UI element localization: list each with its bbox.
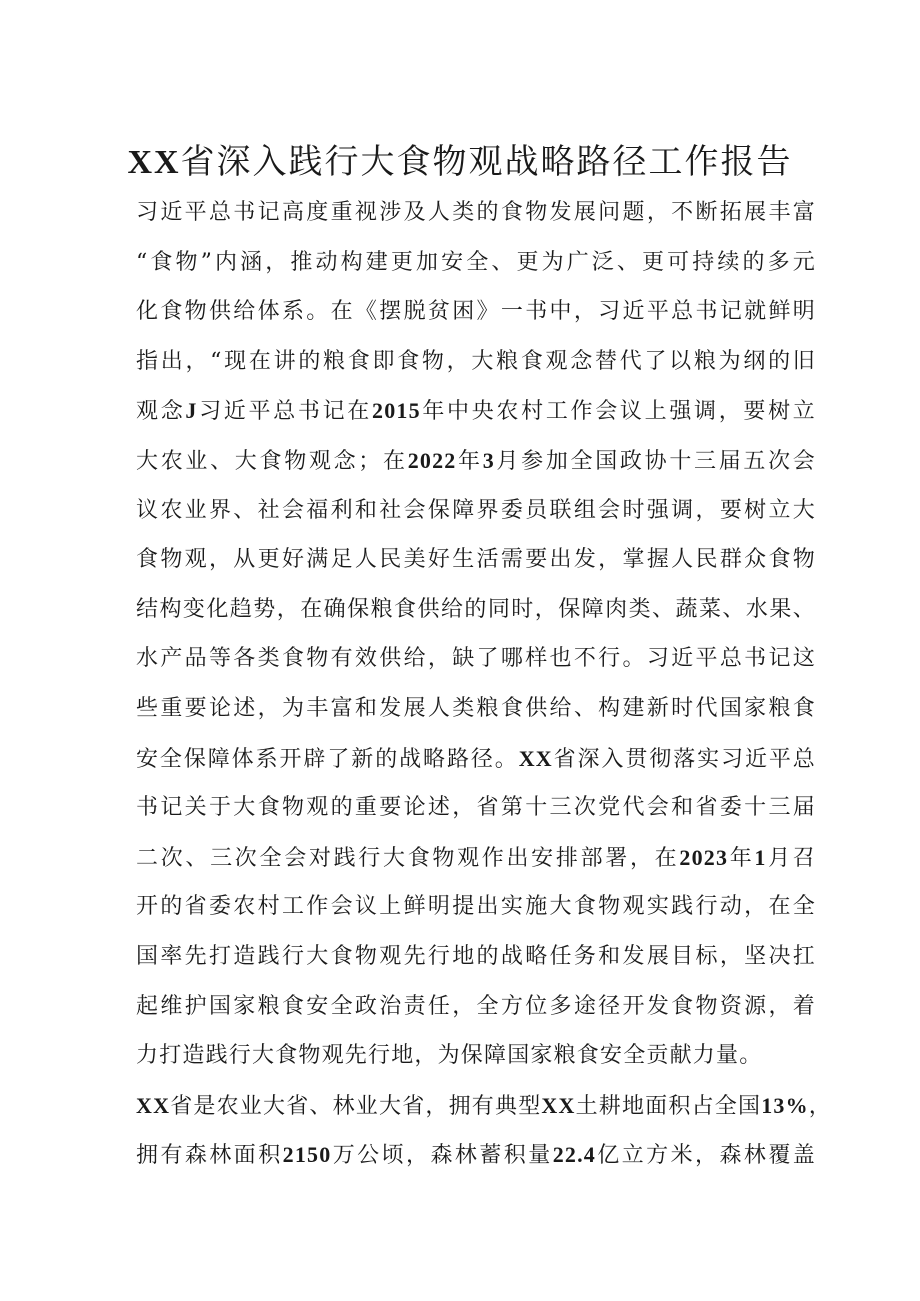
body-line: 结构变化趋势，在确保粮食供给的同时，保障肉类、蔬菜、水果、: [136, 596, 816, 622]
body-line: 些重要论述，为丰富和发展人类粮食供给、构建新时代国家粮食: [136, 695, 816, 721]
bold-run: XX: [136, 1092, 171, 1118]
document-body: [136, 188, 832, 1180]
bold-run: 2150: [282, 1142, 332, 1168]
body-line: 大农业、大食物观念；在2022年3月参加全国政协十三届五次会: [136, 447, 817, 474]
body-line: 化食物供给体系。在《摆脱贫困》一书中，习近平总书记就鲜明: [136, 299, 816, 325]
title-text-part: 省深入践行大食物观战略路径工作报告: [180, 142, 793, 182]
body-line: 习近平总书记高度重视涉及人类的食物发展问题，不断拓展丰富: [136, 200, 816, 225]
body-line: 议农业界、社会福利和社会保障界委员联组会时强调，要树立大: [136, 497, 816, 523]
bold-run: 1: [754, 844, 767, 870]
bold-run: 2022: [407, 447, 457, 473]
bold-run: 22.4: [552, 1142, 597, 1168]
body-line: 食物观，从更好满足人民美好生活需要出发，掌握人民群众食物: [136, 547, 816, 573]
title-bold-part: XX: [127, 144, 181, 181]
body-line: 力打造践行大食物观先行地，为保障国家粮食安全贡献力量。: [136, 1043, 763, 1069]
bold-run: XX: [541, 1092, 576, 1118]
bold-run: 2015: [372, 398, 421, 424]
paragraph-2: [136, 1081, 832, 1180]
bold-run: XX: [518, 745, 553, 771]
bold-run: 2023: [679, 844, 729, 870]
bold-run: 13%: [761, 1092, 809, 1118]
bold-run: 3: [482, 447, 495, 473]
body-line: 书记关于大食物观的重要论述，省第十三次党代会和省委十三届: [136, 795, 816, 821]
body-line: 水产品等各类食物有效供给，缺了哪样也不行。习近平总书记这: [136, 646, 816, 672]
document-title: [0, 136, 920, 189]
body-line: 二次、三次全会对践行大食物观作出安排部署，在2023年1月召: [136, 844, 817, 871]
paragraph-1: [136, 188, 816, 1081]
body-line: XX省是农业大省、林业大省，拥有典型XX土耕地面积占全国13%，: [136, 1092, 832, 1119]
body-line: 安全保障体系开辟了新的战略路径。XX省深入贯彻落实习近平总: [136, 745, 816, 772]
body-line: 观念J习近平总书记在2015年中央农村工作会议上强调，要树立: [136, 398, 817, 425]
body-line: 开的省委农村工作会议上鲜明提出实施大食物观实践行动，在全: [136, 894, 816, 920]
body-line: “食物”内涵，推动构建更加安全、更为广泛、更可持续的多元: [136, 249, 816, 275]
bold-run: J: [185, 398, 198, 424]
body-line: 起维护国家粮食安全政治责任，全方位多途径开发食物资源，着: [136, 993, 816, 1019]
body-line: 国率先打造践行大食物观先行地的战略任务和发展目标，坚决扛: [136, 943, 816, 969]
body-line: 拥有森林面积2150万公顷，森林蓄积量22.4亿立方米，森林覆盖: [136, 1142, 816, 1169]
body-line: 指出，“现在讲的粮食即食物，大粮食观念替代了以粮为纲的旧: [136, 348, 816, 374]
